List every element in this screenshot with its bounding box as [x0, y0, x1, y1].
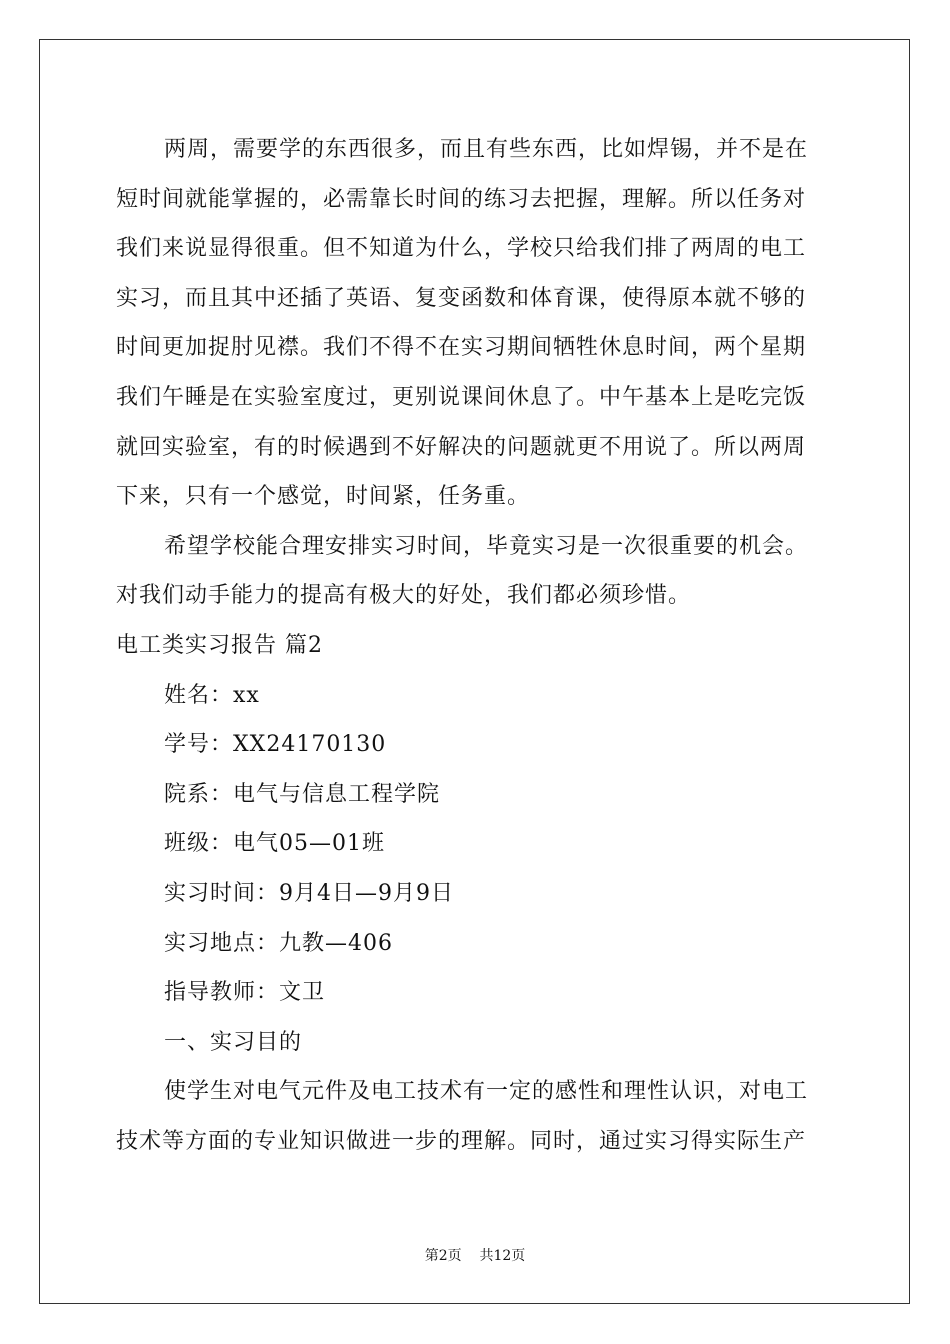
text-line: 希望学校能合理安排实习时间，毕竟实习是一次很重要的机会。 — [164, 533, 809, 559]
text-line: 两周，需要学的东西很多，而且有些东西，比如焊锡，并不是在 — [164, 137, 809, 162]
info-instructor: 指导教师：文卫 — [164, 980, 326, 1006]
page-footer — [0, 1247, 950, 1265]
page-number: 第2页 — [424, 1248, 462, 1264]
info-name: 姓名：xx — [164, 682, 260, 708]
text-line: 实习，而且其中还插了英语、复变函数和体育课，使得原本就不够的 — [116, 285, 807, 311]
text-line: 时间更加捉肘见襟。我们不得不在实习期间牺牲休息时间，两个星期 — [116, 335, 807, 361]
info-student-id: 学号：XX24170130 — [164, 732, 387, 758]
text-line: 就回实验室，有的时候遇到不好解决的问题就更不用说了。所以两周 — [116, 434, 807, 460]
text-line: 使学生对电气元件及电工技术有一定的感性和理性认识，对电工 — [164, 1079, 809, 1105]
info-class: 班级：电气05—01班 — [164, 831, 385, 857]
section-heading: 电工类实习报告 篇2 — [116, 632, 323, 658]
text-line: 下来，只有一个感觉，时间紧，任务重。 — [116, 484, 531, 510]
subsection-heading: 一、实习目的 — [164, 1029, 303, 1055]
text-line: 对我们动手能力的提高有极大的好处，我们都必须珍惜。 — [116, 583, 692, 609]
text-line: 我们来说显得很重。但不知道为什么，学校只给我们排了两周的电工 — [116, 236, 807, 262]
info-department: 院系：电气与信息工程学院 — [164, 781, 441, 807]
text-line: 短时间就能掌握的，必需靠长时间的练习去把握，理解。所以任务对 — [116, 186, 807, 212]
info-internship-location: 实习地点：九教—406 — [164, 930, 393, 956]
text-line: 我们午睡是在实验室度过，更别说课间休息了。中午基本上是吃完饭 — [116, 384, 807, 410]
document-body — [116, 125, 834, 1166]
text-line: 技术等方面的专业知识做进一步的理解。同时，通过实习得实际生产 — [116, 1128, 807, 1154]
page-total: 共12页 — [479, 1248, 526, 1264]
info-internship-time: 实习时间：9月4日—9月9日 — [164, 880, 454, 906]
